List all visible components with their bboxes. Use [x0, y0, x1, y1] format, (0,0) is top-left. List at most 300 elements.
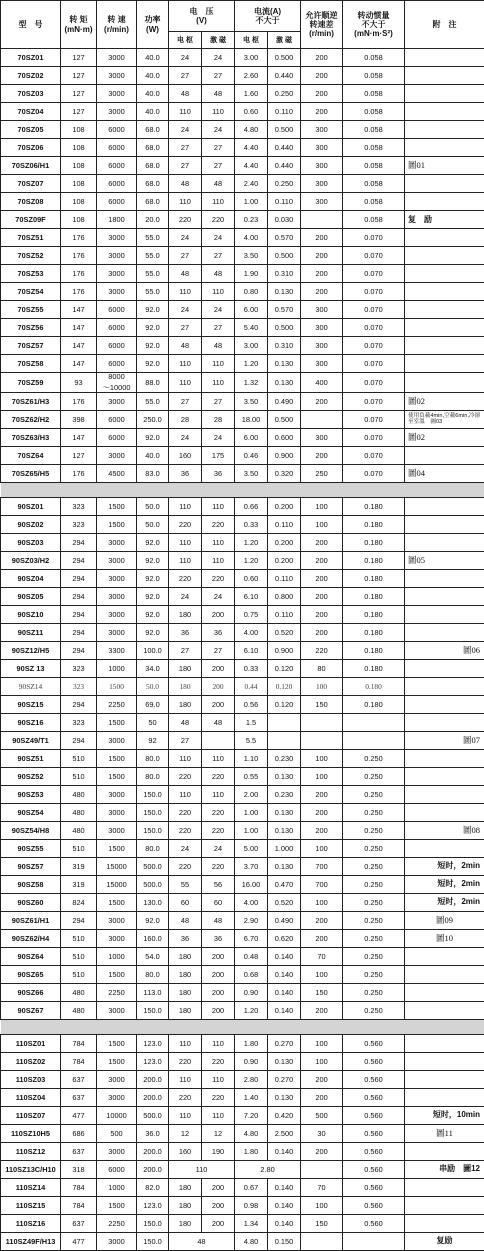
- cell-power: 250.0: [137, 410, 169, 428]
- cell-speed-difference: 200: [301, 623, 343, 641]
- cell-model: 70SZ04: [1, 103, 61, 121]
- cell-speed-difference: 300: [301, 428, 343, 446]
- header-model: 型 号: [1, 1, 61, 49]
- cell-inertia: 0.058: [343, 193, 405, 211]
- cell-power: 150.0: [137, 785, 169, 803]
- table-row: [1, 1052, 484, 1070]
- cell-inertia: 0.058: [343, 175, 405, 193]
- cell-torque: 480: [61, 983, 97, 1001]
- cell-speed-difference: 200: [301, 533, 343, 551]
- cell-current-armature: 3.50: [235, 247, 268, 265]
- table-row: [1, 893, 484, 911]
- cell-speed-difference: 200: [301, 1001, 343, 1019]
- cell-model: 90SZ03/H2: [1, 551, 61, 569]
- cell-model: 90SZ60: [1, 893, 61, 911]
- cell-model: 70SZ02: [1, 67, 61, 85]
- cell-inertia: [343, 731, 405, 749]
- cell-speed: 6000: [97, 410, 137, 428]
- cell-power: 500.0: [137, 1106, 169, 1124]
- cell-voltage-armature: 220: [169, 211, 202, 229]
- cell-current-armature: 16.00: [235, 875, 268, 893]
- cell-model: 70SZ01: [1, 49, 61, 67]
- cell-note: [405, 1070, 484, 1088]
- cell-model: 90SZ61/H1: [1, 911, 61, 929]
- cell-voltage-armature: 110: [169, 1034, 202, 1052]
- cell-inertia: 0.250: [343, 911, 405, 929]
- cell-torque: 176: [61, 247, 97, 265]
- cell-current-excitation: 0.140: [268, 1001, 301, 1019]
- cell-current-armature: 0.33: [235, 659, 268, 677]
- cell-voltage-excitation: 56: [202, 875, 235, 893]
- cell-voltage-armature: 24: [169, 49, 202, 67]
- cell-voltage-excitation: 24: [202, 229, 235, 247]
- cell-torque: 127: [61, 67, 97, 85]
- cell-voltage-excitation: [202, 731, 235, 749]
- cell-note: 圖02: [405, 428, 484, 446]
- cell-power: 55.0: [137, 229, 169, 247]
- cell-torque: 176: [61, 229, 97, 247]
- cell-note: [405, 983, 484, 1001]
- cell-current-armature: 1.20: [235, 533, 268, 551]
- cell-torque: 108: [61, 175, 97, 193]
- cell-speed-difference: 200: [301, 85, 343, 103]
- cell-current-excitation: 0.130: [268, 857, 301, 875]
- cell-current-excitation: 0.500: [268, 410, 301, 428]
- cell-speed-difference: [301, 211, 343, 229]
- table-row: [1, 301, 484, 319]
- table-row: [1, 355, 484, 373]
- table-row: [1, 283, 484, 301]
- cell-speed-difference: 300: [301, 355, 343, 373]
- cell-current-armature: 6.70: [235, 929, 268, 947]
- section-divider: [1, 482, 484, 497]
- cell-voltage-armature: 28: [169, 410, 202, 428]
- cell-note: [405, 193, 484, 211]
- cell-voltage-excitation: 110: [202, 193, 235, 211]
- cell-power: 82.0: [137, 1178, 169, 1196]
- cell-voltage-excitation: 110: [202, 785, 235, 803]
- cell-current-excitation: 0.130: [268, 803, 301, 821]
- cell-speed: 6000: [97, 139, 137, 157]
- cell-power: 68.0: [137, 175, 169, 193]
- table-row: [1, 641, 484, 659]
- cell-speed-difference: 150: [301, 695, 343, 713]
- cell-note: [405, 121, 484, 139]
- cell-power: 92.0: [137, 319, 169, 337]
- cell-power: 92.0: [137, 533, 169, 551]
- cell-voltage-excitation: 220: [202, 767, 235, 785]
- cell-speed: 3000: [97, 551, 137, 569]
- cell-power: 55.0: [137, 265, 169, 283]
- cell-speed: 1800: [97, 211, 137, 229]
- cell-model: 90SZ02: [1, 515, 61, 533]
- cell-note: [405, 247, 484, 265]
- cell-power: 92.0: [137, 605, 169, 623]
- cell-current-excitation: 0.470: [268, 875, 301, 893]
- cell-speed: 6000: [97, 121, 137, 139]
- cell-model: 110SZ49F/H13: [1, 1232, 61, 1250]
- cell-current-excitation: 0.130: [268, 1052, 301, 1070]
- table-row: [1, 497, 484, 515]
- cell-speed: 2250: [97, 1214, 137, 1232]
- cell-note: [405, 1214, 484, 1232]
- cell-power: 80.0: [137, 767, 169, 785]
- cell-current-excitation: 0.110: [268, 515, 301, 533]
- header-speed: 转 速 (r/min): [97, 1, 137, 49]
- cell-inertia: 0.560: [343, 1034, 405, 1052]
- cell-current-armature: 1.00: [235, 193, 268, 211]
- cell-current-armature: 1.90: [235, 265, 268, 283]
- cell-inertia: 0.070: [343, 319, 405, 337]
- cell-torque: 147: [61, 301, 97, 319]
- cell-model: 110SZ07: [1, 1106, 61, 1124]
- cell-speed-difference: 200: [301, 265, 343, 283]
- cell-current-excitation: 0.310: [268, 337, 301, 355]
- table-row: [1, 767, 484, 785]
- cell-speed: 3000: [97, 803, 137, 821]
- cell-model: 110SZ13C/H10: [1, 1160, 61, 1178]
- cell-current-armature: 2.40: [235, 175, 268, 193]
- cell-power: 80.0: [137, 965, 169, 983]
- cell-note: 圖06: [405, 641, 484, 659]
- cell-current-excitation: 0.600: [268, 428, 301, 446]
- cell-speed: 3000: [97, 587, 137, 605]
- cell-current-excitation: 0.570: [268, 301, 301, 319]
- cell-voltage-armature: 36: [169, 929, 202, 947]
- table-row: [1, 1124, 484, 1142]
- cell-power: 200.0: [137, 1142, 169, 1160]
- cell-torque: 510: [61, 767, 97, 785]
- cell-speed: 1000: [97, 1178, 137, 1196]
- cell-current-armature: 1.60: [235, 85, 268, 103]
- cell-current-excitation: 0.320: [268, 464, 301, 482]
- cell-current-armature: 5.40: [235, 319, 268, 337]
- cell-power: 40.0: [137, 49, 169, 67]
- cell-current-excitation: 0.140: [268, 965, 301, 983]
- table-row: [1, 121, 484, 139]
- cell-power: 68.0: [137, 121, 169, 139]
- cell-voltage-excitation: 27: [202, 247, 235, 265]
- cell-speed: 1000: [97, 947, 137, 965]
- cell-current-armature: 4.80: [235, 121, 268, 139]
- header-inertia: 转动惯量 不大于 (mN·m·S²): [343, 1, 405, 49]
- cell-model: 70SZ51: [1, 229, 61, 247]
- cell-model: 90SZ51: [1, 749, 61, 767]
- cell-speed: 3000: [97, 1088, 137, 1106]
- cell-torque: 510: [61, 965, 97, 983]
- cell-torque: 824: [61, 893, 97, 911]
- cell-note: [405, 785, 484, 803]
- cell-model: 90SZ58: [1, 875, 61, 893]
- cell-torque: 477: [61, 1232, 97, 1250]
- cell-current-armature: 2.80: [235, 1070, 268, 1088]
- cell-current-excitation: 0.900: [268, 446, 301, 464]
- cell-speed-difference: 400: [301, 373, 343, 393]
- cell-current-armature: 6.00: [235, 301, 268, 319]
- cell-voltage-excitation: 220: [202, 569, 235, 587]
- cell-speed: 3300: [97, 641, 137, 659]
- cell-model: 110SZ02: [1, 1052, 61, 1070]
- cell-power: 160.0: [137, 929, 169, 947]
- cell-torque: 510: [61, 749, 97, 767]
- cell-voltage-excitation: 27: [202, 139, 235, 157]
- cell-inertia: 0.560: [343, 1052, 405, 1070]
- cell-power: 130.0: [137, 893, 169, 911]
- cell-inertia: 0.250: [343, 839, 405, 857]
- cell-model: 70SZ06/H1: [1, 157, 61, 175]
- cell-voltage-armature: 48: [169, 337, 202, 355]
- cell-voltage-armature: 24: [169, 839, 202, 857]
- cell-torque: 510: [61, 929, 97, 947]
- cell-speed-difference: 200: [301, 551, 343, 569]
- cell-power: 200.0: [137, 1160, 169, 1178]
- cell-current-excitation: 0.230: [268, 749, 301, 767]
- cell-voltage-armature: 180: [169, 983, 202, 1001]
- header-voltage-armature: 电 枢: [169, 32, 202, 49]
- cell-current-excitation: 0.250: [268, 175, 301, 193]
- cell-note: 圖01: [405, 157, 484, 175]
- cell-note: 短时，2min: [405, 857, 484, 875]
- cell-model: 90SZ64: [1, 947, 61, 965]
- cell-model: 90SZ14: [1, 677, 61, 695]
- table-row: [1, 410, 484, 428]
- cell-torque: 784: [61, 1196, 97, 1214]
- table-row: [1, 533, 484, 551]
- cell-current-excitation: 0.120: [268, 659, 301, 677]
- cell-power: 92.0: [137, 428, 169, 446]
- cell-speed-difference: 100: [301, 965, 343, 983]
- cell-current-excitation: 0.520: [268, 623, 301, 641]
- cell-power: 150.0: [137, 803, 169, 821]
- cell-power: 54.0: [137, 947, 169, 965]
- cell-note: 复励: [405, 1232, 484, 1250]
- cell-power: 20.0: [137, 211, 169, 229]
- cell-voltage-armature: 27: [169, 319, 202, 337]
- cell-inertia: 0.560: [343, 1142, 405, 1160]
- cell-current-excitation: 0.140: [268, 983, 301, 1001]
- cell-torque: 294: [61, 641, 97, 659]
- cell-model: 90SZ52: [1, 767, 61, 785]
- cell-voltage-armature: 180: [169, 1214, 202, 1232]
- cell-inertia: 0.250: [343, 929, 405, 947]
- cell-voltage-excitation: 200: [202, 605, 235, 623]
- cell-voltage-armature: 180: [169, 1001, 202, 1019]
- cell-inertia: 0.058: [343, 103, 405, 121]
- cell-note: 使用負載4min,空載6min,冷卻至室溫 圖03: [405, 410, 484, 428]
- cell-current-excitation: 0.110: [268, 569, 301, 587]
- cell-speed: 3000: [97, 623, 137, 641]
- cell-model: 110SZ15: [1, 1196, 61, 1214]
- cell-voltage-armature: 110: [169, 785, 202, 803]
- table-row: [1, 49, 484, 67]
- cell-voltage-excitation: 24: [202, 839, 235, 857]
- cell-speed-difference: 200: [301, 247, 343, 265]
- cell-note: [405, 103, 484, 121]
- cell-voltage-armature: 27: [169, 139, 202, 157]
- cell-voltage-excitation: 200: [202, 965, 235, 983]
- cell-voltage-excitation: 27: [202, 67, 235, 85]
- cell-current-excitation: 0.310: [268, 265, 301, 283]
- cell-inertia: 0.180: [343, 533, 405, 551]
- cell-voltage-excitation: 27: [202, 319, 235, 337]
- cell-current-armature: 4.80: [235, 1232, 268, 1250]
- cell-speed-difference: [301, 410, 343, 428]
- cell-inertia: 0.250: [343, 965, 405, 983]
- cell-model: 90SZ49/T1: [1, 731, 61, 749]
- table-row: [1, 85, 484, 103]
- cell-inertia: 0.250: [343, 893, 405, 911]
- cell-voltage-excitation: 200: [202, 659, 235, 677]
- cell-speed-difference: 100: [301, 1196, 343, 1214]
- cell-speed-difference: 70: [301, 1178, 343, 1196]
- cell-voltage-excitation: 220: [202, 821, 235, 839]
- cell-inertia: 0.058: [343, 157, 405, 175]
- cell-inertia: 0.058: [343, 67, 405, 85]
- cell-voltage-excitation: 200: [202, 1001, 235, 1019]
- cell-voltage-armature: 60: [169, 893, 202, 911]
- cell-speed: 6000: [97, 1160, 137, 1178]
- cell-note: 圖04: [405, 464, 484, 482]
- cell-note: [405, 1034, 484, 1052]
- cell-speed: 3000: [97, 785, 137, 803]
- cell-current-excitation: 0.130: [268, 283, 301, 301]
- table-row: [1, 265, 484, 283]
- cell-voltage-excitation: 24: [202, 121, 235, 139]
- cell-speed-difference: 100: [301, 1052, 343, 1070]
- cell-voltage-armature: 220: [169, 1052, 202, 1070]
- table-row: [1, 875, 484, 893]
- cell-model: 70SZ57: [1, 337, 61, 355]
- table-row: [1, 623, 484, 641]
- table-row: [1, 67, 484, 85]
- cell-current-excitation: 0.440: [268, 67, 301, 85]
- cell-torque: 294: [61, 911, 97, 929]
- cell-voltage-excitation: 12: [202, 1124, 235, 1142]
- cell-voltage-merged: 48: [169, 1232, 235, 1250]
- cell-inertia: 0.180: [343, 497, 405, 515]
- cell-power: 40.0: [137, 67, 169, 85]
- cell-note: [405, 301, 484, 319]
- cell-torque: 477: [61, 1106, 97, 1124]
- cell-torque: 176: [61, 464, 97, 482]
- cell-voltage-armature: 27: [169, 157, 202, 175]
- cell-speed-difference: [301, 731, 343, 749]
- header-current: 电流(A) 不大于: [235, 1, 301, 32]
- cell-torque: 294: [61, 731, 97, 749]
- cell-note: 圖05: [405, 551, 484, 569]
- cell-voltage-armature: 55: [169, 875, 202, 893]
- table-row: [1, 337, 484, 355]
- cell-speed: 3000: [97, 85, 137, 103]
- cell-voltage-armature: 48: [169, 911, 202, 929]
- cell-speed-difference: [301, 713, 343, 731]
- cell-voltage-armature: 180: [169, 605, 202, 623]
- cell-speed: 3000: [97, 247, 137, 265]
- cell-model: 70SZ64: [1, 446, 61, 464]
- cell-inertia: 0.250: [343, 875, 405, 893]
- cell-model: 90SZ10: [1, 605, 61, 623]
- cell-note: [405, 749, 484, 767]
- cell-current-excitation: 0.230: [268, 785, 301, 803]
- cell-note: [405, 1142, 484, 1160]
- cell-voltage-armature: 48: [169, 265, 202, 283]
- cell-current-excitation: 0.130: [268, 355, 301, 373]
- cell-power: 150.0: [137, 821, 169, 839]
- cell-power: 92.0: [137, 623, 169, 641]
- cell-speed-difference: 300: [301, 121, 343, 139]
- cell-inertia: 0.180: [343, 551, 405, 569]
- cell-inertia: 0.560: [343, 1214, 405, 1232]
- cell-current-excitation: 0.200: [268, 533, 301, 551]
- cell-speed: 6000: [97, 175, 137, 193]
- cell-voltage-excitation: 36: [202, 929, 235, 947]
- cell-power: 500.0: [137, 857, 169, 875]
- cell-speed-difference: 200: [301, 49, 343, 67]
- cell-inertia: 0.180: [343, 569, 405, 587]
- cell-torque: 637: [61, 1070, 97, 1088]
- cell-current-armature: 6.10: [235, 641, 268, 659]
- cell-note: 圖08: [405, 821, 484, 839]
- cell-model: 110SZ04: [1, 1088, 61, 1106]
- cell-model: 70SZ63/H3: [1, 428, 61, 446]
- cell-note: [405, 283, 484, 301]
- cell-current-armature: 0.75: [235, 605, 268, 623]
- cell-voltage-excitation: 200: [202, 1196, 235, 1214]
- cell-model: 110SZ14: [1, 1178, 61, 1196]
- cell-speed: 3000: [97, 446, 137, 464]
- cell-inertia: 0.070: [343, 283, 405, 301]
- cell-speed: 3000: [97, 911, 137, 929]
- cell-current-armature: 0.90: [235, 983, 268, 1001]
- cell-current-excitation: 0.500: [268, 49, 301, 67]
- cell-power: 92: [137, 731, 169, 749]
- cell-current-excitation: 2.500: [268, 1124, 301, 1142]
- cell-speed: 1500: [97, 893, 137, 911]
- cell-torque: 398: [61, 410, 97, 428]
- cell-voltage-excitation: 110: [202, 1106, 235, 1124]
- cell-speed: 6000: [97, 355, 137, 373]
- table-row: [1, 731, 484, 749]
- cell-current-excitation: 0.270: [268, 1034, 301, 1052]
- cell-current-excitation: 0.120: [268, 677, 301, 695]
- cell-note: [405, 515, 484, 533]
- header-current-excitation: 激 磁: [268, 32, 301, 49]
- cell-voltage-armature: 110: [169, 355, 202, 373]
- cell-current-excitation: 0.140: [268, 1214, 301, 1232]
- cell-inertia: 0.250: [343, 767, 405, 785]
- cell-note: [405, 67, 484, 85]
- cell-torque: 510: [61, 839, 97, 857]
- cell-speed: 3000: [97, 821, 137, 839]
- cell-inertia: 0.180: [343, 623, 405, 641]
- cell-torque: 93: [61, 373, 97, 393]
- table-row: [1, 175, 484, 193]
- cell-voltage-armature: 48: [169, 85, 202, 103]
- cell-voltage-excitation: 48: [202, 911, 235, 929]
- cell-power: 92.0: [137, 551, 169, 569]
- cell-speed: 3000: [97, 1232, 137, 1250]
- cell-torque: 108: [61, 193, 97, 211]
- cell-note: [405, 229, 484, 247]
- cell-voltage-armature: 110: [169, 283, 202, 301]
- cell-speed: 2250: [97, 983, 137, 1001]
- cell-inertia: 0.180: [343, 515, 405, 533]
- cell-inertia: 0.070: [343, 373, 405, 393]
- cell-voltage-excitation: 110: [202, 283, 235, 301]
- cell-torque: 108: [61, 121, 97, 139]
- cell-current-excitation: 0.110: [268, 605, 301, 623]
- cell-torque: 480: [61, 785, 97, 803]
